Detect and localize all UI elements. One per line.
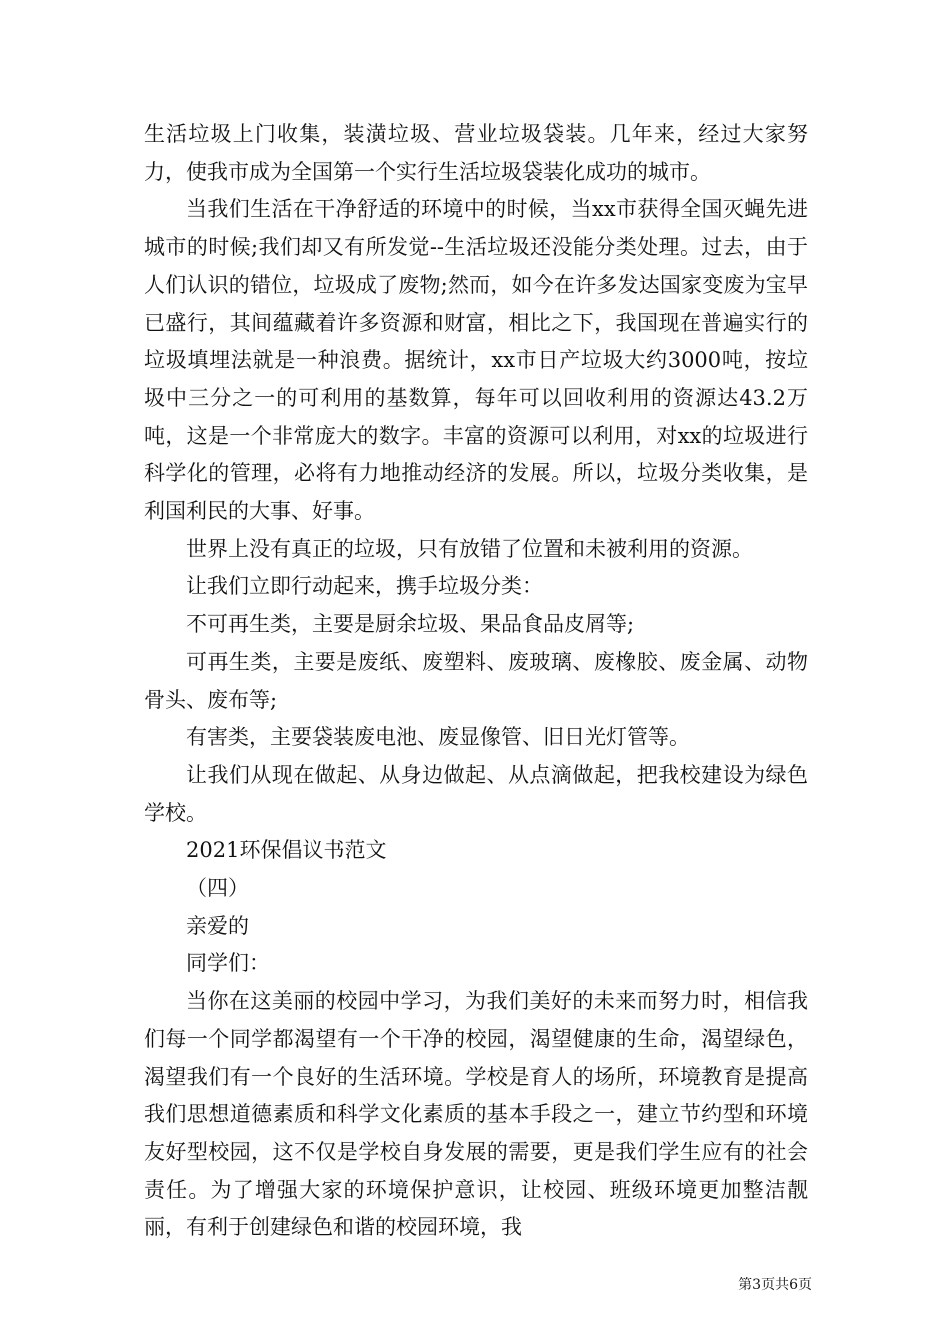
- salutation-line-1: 亲爱的: [186, 913, 249, 938]
- paragraph-green-school: 让我们从现在做起、从身边做起、从点滴做起，把我校建设为绿色学校。: [144, 762, 808, 825]
- salutation-line-2: 同学们：: [186, 951, 270, 976]
- paragraph-call-to-action: 让我们立即行动起来，携手垃圾分类：: [186, 574, 543, 599]
- paragraph-garbage-statistics: 当我们生活在干净舒适的环境中的时候，当xx市获得全国灭蝇先进城市的时候;我们却又有所发觉--生活垃圾还没能分类处理。过去，由于人们认识的错位，垃圾成了废物;然而，如今在许多发达国家变废为宝早已盛行，其间蕴藏着许多资源和财富，相比之下，我国现在普遍实行的垃圾填埋法就是一种浪费。据统计，xx市日产垃圾大约3000吨，按垃圾中三分之一的可利用的基数算，每年可以回收利用的资源达43.2万吨，这是一个非常庞大的数字。丰富的资源可以利用，对xx的垃圾进行科学化的管理，必将有力地推动经济的发展。所以，垃圾分类收集，是利国利民的大事、好事。: [144, 197, 808, 524]
- paragraph-continuation: 生活垃圾上门收集，装潢垃圾、营业垃圾袋装。几年来，经过大家努力，使我市成为全国第一个实行生活垃圾袋装化成功的城市。: [144, 122, 808, 184]
- section-title: 2021环保倡议书范文: [186, 838, 387, 863]
- section-number: （四）: [186, 876, 249, 901]
- paragraph-non-recyclable: 不可再生类，主要是厨余垃圾、果品食品皮屑等;: [186, 612, 635, 637]
- paragraph-campus-environment: 当你在这美丽的校园中学习，为我们美好的未来而努力时，相信我们每一个同学都渴望有一个干净的校园，渴望健康的生命，渴望绿色，渴望我们有一个良好的生活环境。学校是育人的场所，环境教育是提高我们思想道德素质和科学文化素质的基本手段之一，建立节约型和环境友好型校园，这不仅是学校自身发展的需要，更是我们学生应有的社会责任。为了增强大家的环境保护意识，让校园、班级环境更加整洁靓丽，有利于创建绿色和谐的校园环境，我: [144, 989, 808, 1240]
- document-body: [144, 116, 808, 1247]
- paragraph-hazardous: 有害类，主要袋装废电池、废显像管、旧日光灯管等。: [186, 725, 690, 750]
- page-number-footer: 第3页共6页: [738, 1277, 812, 1293]
- paragraph-recyclable: 可再生类，主要是废纸、废塑料、废玻璃、废橡胶、废金属、动物骨头、废布等;: [144, 649, 808, 712]
- paragraph-no-real-garbage: 世界上没有真正的垃圾，只有放错了位置和未被利用的资源。: [186, 536, 753, 561]
